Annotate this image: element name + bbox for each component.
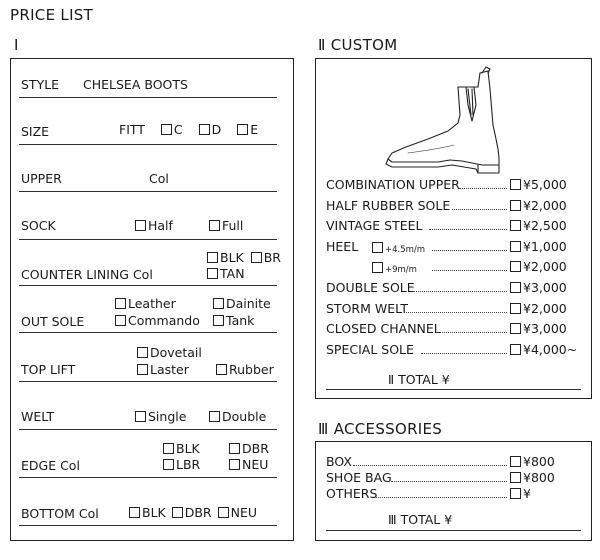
welt-single-label: Single bbox=[148, 409, 187, 424]
counter-tan-checkbox[interactable] bbox=[207, 268, 218, 279]
bottom-dbr-label: DBR bbox=[184, 505, 212, 520]
section-2-header: Ⅱ CUSTOM bbox=[318, 36, 398, 54]
heel-option-checkbox[interactable] bbox=[372, 262, 383, 273]
heel-option-label: +9m/m bbox=[385, 265, 417, 275]
outsole-tank-label: Tank bbox=[226, 313, 255, 328]
custom-item-checkbox[interactable] bbox=[510, 282, 521, 293]
accessory-item-checkbox[interactable] bbox=[510, 488, 521, 499]
welt-label: WELT bbox=[21, 409, 55, 424]
fitt-d-checkbox[interactable] bbox=[199, 124, 210, 135]
dot-leader bbox=[421, 353, 507, 354]
section-3-header: Ⅲ ACCESSORIES bbox=[318, 420, 443, 438]
custom-item-checkbox[interactable] bbox=[510, 261, 521, 272]
dot-leader bbox=[432, 270, 507, 271]
custom-item-checkbox[interactable] bbox=[510, 220, 521, 231]
dot-leader bbox=[432, 250, 507, 251]
sock-full-checkbox[interactable] bbox=[209, 220, 220, 231]
outsole-commando-checkbox[interactable] bbox=[115, 315, 126, 326]
dot-leader bbox=[459, 188, 507, 189]
fitt-d-label: D bbox=[211, 122, 222, 137]
custom-item-checkbox[interactable] bbox=[510, 179, 521, 190]
custom-item-price: ¥5,000 bbox=[523, 177, 567, 192]
toplift-laster-checkbox[interactable] bbox=[137, 364, 148, 375]
welt-single-checkbox[interactable] bbox=[135, 411, 146, 422]
bottom-neu-checkbox[interactable] bbox=[218, 507, 229, 518]
style-value: CHELSEA BOOTS bbox=[83, 77, 188, 92]
section-3-total: Ⅲ TOTAL ¥ bbox=[388, 512, 453, 527]
fitt-c-checkbox[interactable] bbox=[161, 124, 172, 135]
accessory-item-label: OTHERS bbox=[326, 486, 378, 501]
custom-item-checkbox[interactable] bbox=[510, 323, 521, 334]
dot-leader bbox=[414, 291, 507, 292]
bottom-label: BOTTOM Col bbox=[21, 506, 99, 521]
toplift-label: TOP LIFT bbox=[21, 362, 76, 377]
custom-item-price: ¥4,000~ bbox=[523, 342, 578, 357]
custom-item-checkbox[interactable] bbox=[510, 200, 521, 211]
upper-label: UPPER bbox=[21, 171, 62, 186]
toplift-rubber-checkbox[interactable] bbox=[216, 364, 227, 375]
upper-value: Col bbox=[149, 171, 169, 186]
custom-item-checkbox[interactable] bbox=[510, 303, 521, 314]
edge-label: EDGE Col bbox=[21, 458, 80, 473]
accessory-item-label: BOX bbox=[326, 454, 352, 469]
outsole-leather-checkbox[interactable] bbox=[115, 298, 126, 309]
bottom-dbr-checkbox[interactable] bbox=[172, 507, 183, 518]
edge-neu-checkbox[interactable] bbox=[229, 459, 240, 470]
outsole-dainite-checkbox[interactable] bbox=[213, 298, 224, 309]
toplift-dovetail-label: Dovetail bbox=[150, 345, 202, 360]
sock-full-label: Full bbox=[222, 218, 244, 233]
custom-item-price: ¥1,000 bbox=[523, 239, 567, 254]
section-3-box bbox=[315, 441, 592, 541]
accessory-item-checkbox[interactable] bbox=[510, 456, 521, 467]
edge-blk-label: BLK bbox=[176, 441, 200, 456]
outsole-leather-label: Leather bbox=[128, 296, 176, 311]
page-title: PRICE LIST bbox=[10, 6, 94, 24]
section-2-total: Ⅱ TOTAL ¥ bbox=[388, 372, 450, 387]
edge-blk-checkbox[interactable] bbox=[163, 443, 174, 454]
custom-item-price: ¥2,500 bbox=[523, 218, 567, 233]
custom-item-checkbox[interactable] bbox=[510, 241, 521, 252]
edge-lbr-checkbox[interactable] bbox=[163, 459, 174, 470]
section-1-header: Ⅰ bbox=[14, 36, 19, 54]
dot-leader bbox=[391, 481, 507, 482]
chelsea-boot-icon bbox=[378, 65, 528, 175]
custom-item-label: HEEL bbox=[326, 239, 359, 254]
heel-option-checkbox[interactable] bbox=[372, 242, 383, 253]
size-label: SIZE bbox=[21, 124, 50, 139]
dot-leader bbox=[452, 209, 507, 210]
toplift-rubber-label: Rubber bbox=[229, 362, 274, 377]
dot-leader bbox=[353, 465, 507, 466]
counter-br-checkbox[interactable] bbox=[251, 252, 262, 263]
custom-item-label: DOUBLE SOLE bbox=[326, 280, 415, 295]
fitt-e-label: E bbox=[250, 122, 259, 137]
custom-item-price: ¥2,000 bbox=[523, 301, 567, 316]
style-label: STYLE bbox=[21, 77, 60, 92]
bottom-neu-label: NEU bbox=[230, 505, 258, 520]
counter-br-label: BR bbox=[263, 250, 281, 265]
custom-item-label: CLOSED CHANNEL bbox=[326, 321, 441, 336]
dot-leader bbox=[436, 332, 507, 333]
edge-lbr-label: LBR bbox=[176, 457, 201, 472]
welt-double-label: Double bbox=[222, 409, 267, 424]
custom-item-price: ¥2,000 bbox=[523, 198, 567, 213]
accessory-item-label: SHOE BAG bbox=[326, 470, 392, 485]
fitt-row bbox=[119, 123, 258, 137]
section-1-box bbox=[10, 58, 294, 541]
bottom-blk-checkbox[interactable] bbox=[129, 507, 140, 518]
accessory-item-price: ¥800 bbox=[523, 470, 555, 485]
counter-blk-label: BLK bbox=[220, 250, 244, 265]
outsole-dainite-label: Dainite bbox=[226, 296, 271, 311]
accessory-item-price: ¥ bbox=[523, 486, 531, 501]
accessory-item-checkbox[interactable] bbox=[510, 472, 521, 483]
welt-double-checkbox[interactable] bbox=[209, 411, 220, 422]
edge-neu-label: NEU bbox=[242, 457, 269, 472]
custom-item-price: ¥2,000 bbox=[523, 259, 567, 274]
counter-blk-checkbox[interactable] bbox=[207, 252, 218, 263]
custom-item-label: VINTAGE STEEL bbox=[326, 218, 423, 233]
edge-dbr-label: DBR bbox=[242, 441, 269, 456]
toplift-dovetail-checkbox[interactable] bbox=[137, 347, 148, 358]
outsole-label: OUT SOLE bbox=[21, 314, 85, 329]
dot-leader bbox=[406, 312, 507, 313]
heel-option-label: +4.5m/m bbox=[385, 245, 426, 255]
outsole-commando-label: Commando bbox=[128, 313, 200, 328]
accessory-item-price: ¥800 bbox=[523, 454, 555, 469]
dot-leader bbox=[429, 229, 507, 230]
custom-item-price: ¥3,000 bbox=[523, 280, 567, 295]
custom-item-label: COMBINATION UPPER bbox=[326, 177, 460, 192]
custom-item-label: HALF RUBBER SOLE bbox=[326, 198, 451, 213]
edge-dbr-checkbox[interactable] bbox=[229, 443, 240, 454]
fitt-label: FITT bbox=[119, 122, 145, 137]
counter-tan-label: TAN bbox=[220, 266, 245, 281]
sock-label: SOCK bbox=[21, 218, 56, 233]
fitt-c-label: C bbox=[173, 122, 183, 137]
counter-lining-label: COUNTER LINING Col bbox=[21, 267, 153, 282]
custom-item-label: STORM WELT bbox=[326, 301, 408, 316]
dot-leader bbox=[376, 497, 507, 498]
custom-item-price: ¥3,000 bbox=[523, 321, 567, 336]
toplift-laster-label: Laster bbox=[150, 362, 189, 377]
bottom-blk-label: BLK bbox=[142, 505, 166, 520]
fitt-e-checkbox[interactable] bbox=[237, 124, 248, 135]
sock-half-checkbox[interactable] bbox=[135, 220, 146, 231]
outsole-tank-checkbox[interactable] bbox=[213, 315, 224, 326]
section-2-box bbox=[315, 58, 592, 399]
custom-item-checkbox[interactable] bbox=[510, 344, 521, 355]
custom-item-label: SPECIAL SOLE bbox=[326, 342, 414, 357]
sock-half-label: Half bbox=[148, 218, 173, 233]
